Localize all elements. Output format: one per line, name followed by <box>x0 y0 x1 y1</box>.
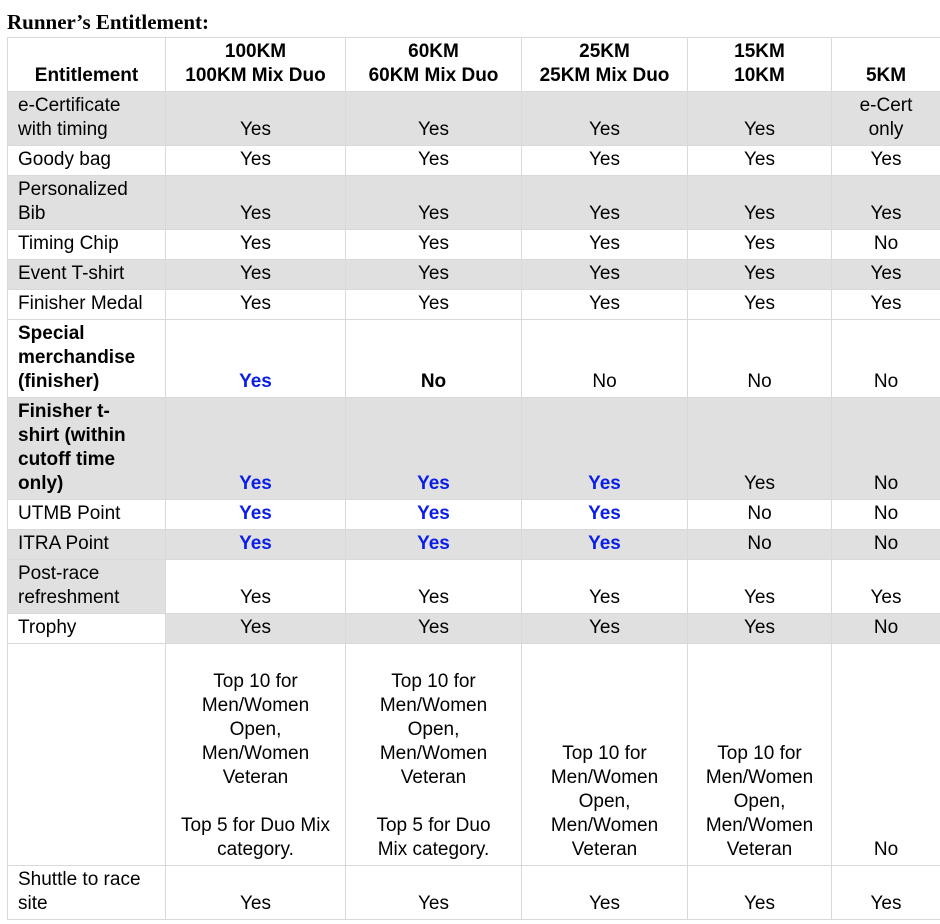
table-cell: Yes <box>166 614 346 644</box>
table-cell: Yes <box>522 146 688 176</box>
table-cell: Yes <box>688 560 832 614</box>
table-row <box>8 866 940 920</box>
table-cell: Yes <box>688 92 832 146</box>
table-cell: Yes <box>522 866 688 920</box>
header-100km <box>166 38 346 92</box>
table-row <box>8 644 940 866</box>
row-label: Finisher Medal <box>8 290 166 320</box>
table-cell: Yes <box>522 176 688 230</box>
table-cell: No <box>832 398 940 500</box>
table-cell: Top 10 for Men/Women Open, Men/Women Veteran Top 5 for Duo Mix category. <box>166 644 346 866</box>
header-line: 15KM <box>734 41 785 62</box>
row-label: Shuttle to race site <box>8 866 166 920</box>
entitlement-table <box>7 37 940 920</box>
table-cell: Yes <box>688 176 832 230</box>
table-cell: Yes <box>166 866 346 920</box>
header-60km <box>346 38 522 92</box>
table-row <box>8 614 940 644</box>
table-cell: Yes <box>522 398 688 500</box>
table-row <box>8 290 940 320</box>
table-cell: Yes <box>166 500 346 530</box>
header-row <box>8 38 940 92</box>
header-15km <box>688 38 832 92</box>
table-cell: No <box>832 230 940 260</box>
table-cell: Yes <box>688 614 832 644</box>
row-label: Timing Chip <box>8 230 166 260</box>
table-cell: Yes <box>832 290 940 320</box>
header-line: 100KM <box>224 41 287 62</box>
table-cell: Yes <box>346 260 522 290</box>
table-cell: Yes <box>346 614 522 644</box>
header-25km <box>522 38 688 92</box>
row-label: e-Certificate with timing <box>8 92 166 146</box>
table-cell: Yes <box>346 560 522 614</box>
header-5km <box>832 38 940 92</box>
document-title: Runner’s Entitlement: <box>7 10 210 34</box>
header-line: 100KM Mix Duo <box>185 65 326 86</box>
table-cell: Top 10 for Men/Women Open, Men/Women Veteran <box>522 644 688 866</box>
row-label: UTMB Point <box>8 500 166 530</box>
table-row <box>8 146 940 176</box>
table-cell: No <box>688 500 832 530</box>
row-label: Special merchandise (finisher) <box>8 320 166 398</box>
table-row <box>8 176 940 230</box>
header-line: 5KM <box>865 65 907 86</box>
table-cell: Yes <box>832 260 940 290</box>
table-cell: Yes <box>346 530 522 560</box>
table-cell: Yes <box>688 230 832 260</box>
table-cell: Yes <box>522 92 688 146</box>
table-cell: e-Cert only <box>832 92 940 146</box>
table-cell: No <box>832 530 940 560</box>
table-cell: Yes <box>346 92 522 146</box>
table-cell: Top 10 for Men/Women Open, Men/Women Veteran <box>688 644 832 866</box>
table-cell: No <box>832 500 940 530</box>
table-row <box>8 530 940 560</box>
table-cell: No <box>346 320 522 398</box>
table-cell: Yes <box>688 290 832 320</box>
table-cell: Yes <box>166 176 346 230</box>
header-line: 60KM Mix Duo <box>368 65 499 86</box>
table-cell: Yes <box>166 530 346 560</box>
row-label: Finisher t- shirt (within cutoff time only) <box>8 398 166 500</box>
header-entitlement: Entitlement <box>8 38 166 92</box>
table-row <box>8 560 940 614</box>
table-cell: Yes <box>346 290 522 320</box>
table-cell: Yes <box>522 530 688 560</box>
row-label: ITRA Point <box>8 530 166 560</box>
table-cell: Yes <box>166 398 346 500</box>
row-label: Event T-shirt <box>8 260 166 290</box>
table-cell: Yes <box>688 866 832 920</box>
row-label: Post-race refreshment <box>8 560 166 614</box>
table-cell: Yes <box>346 176 522 230</box>
table-cell: Yes <box>346 146 522 176</box>
table-row <box>8 500 940 530</box>
table-cell: No <box>832 320 940 398</box>
table-cell: Yes <box>522 230 688 260</box>
table-cell: Yes <box>346 866 522 920</box>
table-cell: Yes <box>832 866 940 920</box>
row-label: Goody bag <box>8 146 166 176</box>
row-label: Trophy <box>8 614 166 644</box>
table-cell: Yes <box>166 320 346 398</box>
table-cell: Yes <box>346 500 522 530</box>
table-cell: Yes <box>522 290 688 320</box>
row-label: Personalized Bib <box>8 176 166 230</box>
table-cell: Top 10 for Men/Women Open, Men/Women Veteran Top 5 for Duo Mix category. <box>346 644 522 866</box>
table-cell: No <box>688 530 832 560</box>
table-row <box>8 260 940 290</box>
table-cell: No <box>832 644 940 866</box>
table-cell: Yes <box>522 260 688 290</box>
table-cell: Yes <box>166 146 346 176</box>
table-cell: Yes <box>522 500 688 530</box>
header-line: 25KM Mix Duo <box>539 65 670 86</box>
table-cell: Yes <box>166 230 346 260</box>
table-cell: No <box>522 320 688 398</box>
table-cell: Yes <box>346 230 522 260</box>
table-cell: Yes <box>522 614 688 644</box>
table-cell: Yes <box>832 176 940 230</box>
table-cell: No <box>688 320 832 398</box>
table-cell: Yes <box>166 560 346 614</box>
table-cell: Yes <box>166 260 346 290</box>
table-cell: Yes <box>166 92 346 146</box>
table-cell: No <box>832 614 940 644</box>
table-cell: Yes <box>688 398 832 500</box>
table-cell: Yes <box>522 560 688 614</box>
table-row <box>8 92 940 146</box>
table-cell: Yes <box>832 146 940 176</box>
table-cell: Yes <box>688 146 832 176</box>
table-row <box>8 230 940 260</box>
table-cell: Yes <box>166 290 346 320</box>
header-line: 60KM <box>408 41 459 62</box>
row-label <box>8 644 166 866</box>
table-cell: Yes <box>346 398 522 500</box>
table-row <box>8 398 940 500</box>
header-line: 10KM <box>734 65 785 86</box>
header-line: 25KM <box>579 41 630 62</box>
table-cell: Yes <box>688 260 832 290</box>
table-cell: Yes <box>832 560 940 614</box>
table-row <box>8 320 940 398</box>
